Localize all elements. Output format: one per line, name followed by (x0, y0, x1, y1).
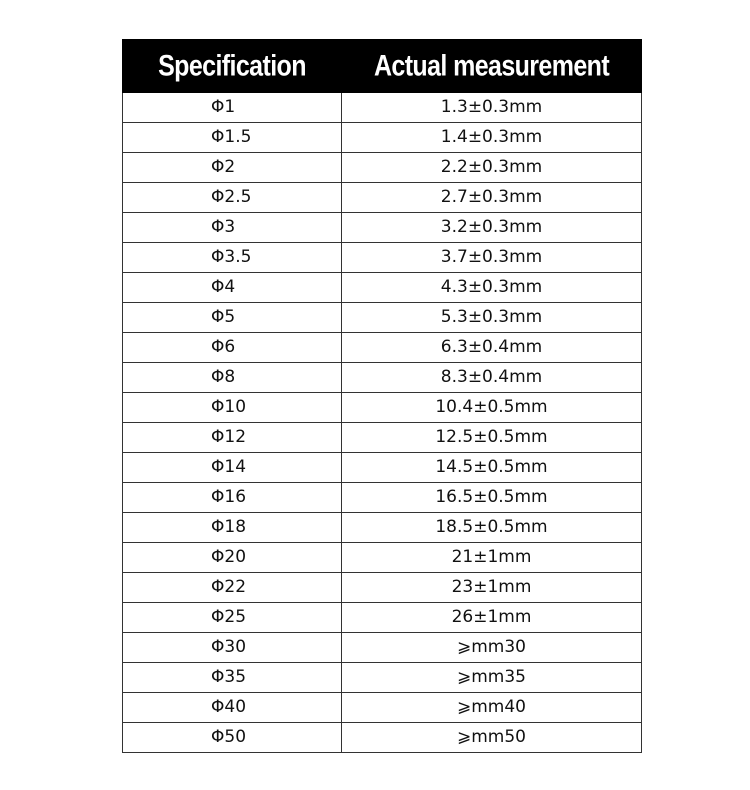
measurement-cell: 14.5±0.5mm (342, 453, 642, 483)
header-row (123, 40, 642, 93)
table-row (123, 393, 642, 423)
table-row (123, 93, 642, 123)
measurement-cell: ⩾mm30 (342, 633, 642, 663)
table-row (123, 693, 642, 723)
table-body (123, 93, 642, 753)
table-row (123, 663, 642, 693)
measurement-cell: 26±1mm (342, 603, 642, 633)
specification-cell: Φ35 (123, 663, 342, 693)
measurement-cell: 10.4±0.5mm (342, 393, 642, 423)
table-row (123, 363, 642, 393)
measurement-cell: 3.2±0.3mm (342, 213, 642, 243)
header-actual-measurement (342, 40, 642, 93)
specification-cell: Φ6 (123, 333, 342, 363)
measurement-cell: 21±1mm (342, 543, 642, 573)
header-specification-label: Specification (158, 48, 306, 82)
table-row (123, 513, 642, 543)
measurement-cell: 12.5±0.5mm (342, 423, 642, 453)
specification-cell: Φ14 (123, 453, 342, 483)
measurement-cell: 4.3±0.3mm (342, 273, 642, 303)
specification-cell: Φ12 (123, 423, 342, 453)
specification-cell: Φ20 (123, 543, 342, 573)
specification-cell: Φ25 (123, 603, 342, 633)
measurement-cell: 3.7±0.3mm (342, 243, 642, 273)
specification-cell: Φ3.5 (123, 243, 342, 273)
table-row (123, 213, 642, 243)
specification-table (122, 39, 642, 753)
table-row (123, 183, 642, 213)
specification-cell: Φ10 (123, 393, 342, 423)
header-specification (123, 40, 342, 93)
specification-cell: Φ3 (123, 213, 342, 243)
specification-cell: Φ2 (123, 153, 342, 183)
measurement-cell: ⩾mm50 (342, 723, 642, 753)
specification-cell: Φ50 (123, 723, 342, 753)
table-row (123, 573, 642, 603)
measurement-cell: 1.3±0.3mm (342, 93, 642, 123)
measurement-cell: 5.3±0.3mm (342, 303, 642, 333)
specification-cell: Φ1.5 (123, 123, 342, 153)
table-header (123, 40, 642, 93)
specification-cell: Φ30 (123, 633, 342, 663)
measurement-cell: 6.3±0.4mm (342, 333, 642, 363)
specification-cell: Φ2.5 (123, 183, 342, 213)
table-row (123, 333, 642, 363)
table-row (123, 123, 642, 153)
measurement-cell: 23±1mm (342, 573, 642, 603)
specification-cell: Φ18 (123, 513, 342, 543)
table-row (123, 603, 642, 633)
table-row (123, 543, 642, 573)
specification-cell: Φ4 (123, 273, 342, 303)
table-row (123, 723, 642, 753)
specification-cell: Φ22 (123, 573, 342, 603)
measurement-cell: 18.5±0.5mm (342, 513, 642, 543)
measurement-cell: 2.2±0.3mm (342, 153, 642, 183)
measurement-cell: ⩾mm40 (342, 693, 642, 723)
table-row (123, 423, 642, 453)
table-row (123, 303, 642, 333)
table-row (123, 453, 642, 483)
measurement-cell: 16.5±0.5mm (342, 483, 642, 513)
specification-cell: Φ8 (123, 363, 342, 393)
measurement-cell: ⩾mm35 (342, 663, 642, 693)
specification-cell: Φ1 (123, 93, 342, 123)
measurement-cell: 1.4±0.3mm (342, 123, 642, 153)
table-row (123, 483, 642, 513)
table-row (123, 273, 642, 303)
table-row (123, 153, 642, 183)
header-actual-measurement-label: Actual measurement (373, 48, 610, 82)
specification-cell: Φ5 (123, 303, 342, 333)
table-row (123, 633, 642, 663)
specification-cell: Φ16 (123, 483, 342, 513)
table-row (123, 243, 642, 273)
measurement-cell: 2.7±0.3mm (342, 183, 642, 213)
measurement-cell: 8.3±0.4mm (342, 363, 642, 393)
specification-cell: Φ40 (123, 693, 342, 723)
